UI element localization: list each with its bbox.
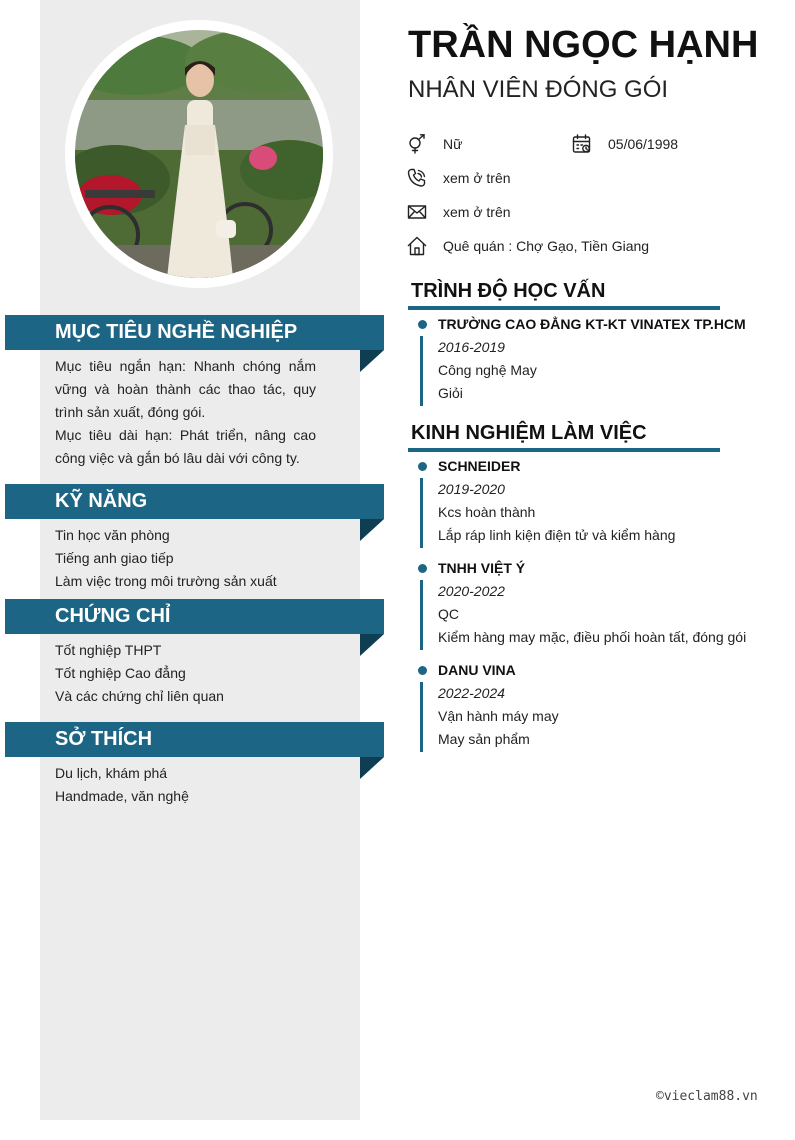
dob-value: 05/06/1998 [608,136,679,152]
experience-period: 2020-2022 [438,583,505,599]
skills-list [55,524,316,593]
section-divider [408,306,720,310]
list-item: Tin học văn phòng [55,527,170,543]
timeline-bar [420,682,423,752]
education-rank: Giỏi [438,385,463,401]
section-certificates-heading: CHỨNG CHỈ [5,599,384,634]
timeline-dot [418,320,427,329]
avatar-photo [75,30,323,278]
section-skills-heading: KỸ NĂNG [5,484,384,519]
ribbon-fold [360,350,384,372]
ribbon-fold [360,519,384,541]
gender-value: Nữ [443,136,463,152]
gender-icon [407,134,427,154]
home-icon [407,236,427,256]
experience-role: Vận hành máy may [438,708,559,724]
experience-role: Kcs hoàn thành [438,504,536,520]
avatar-frame [65,20,333,288]
objective-text [55,355,316,470]
timeline-bar [420,336,423,406]
objective-long-term: Mục tiêu dài hạn: Phát triển, nâng cao công việc và gắn bó lâu dài với công ty. [55,427,316,466]
list-item: Du lịch, khám phá [55,765,168,781]
experience-company: SCHNEIDER [438,458,521,474]
mail-icon [407,202,427,222]
email-value: xem ở trên [443,204,511,220]
list-item: Và các chứng chỉ liên quan [55,688,224,704]
list-item: Làm việc trong môi trường sản xuất [55,573,277,589]
timeline-dot [418,564,427,573]
ribbon-fold [360,634,384,656]
watermark: ©vieclam88.vn [656,1089,758,1104]
education-period: 2016-2019 [438,339,505,355]
section-hobbies-heading: SỞ THÍCH [5,722,384,757]
calendar-icon [572,134,592,154]
timeline-dot [418,462,427,471]
section-divider [408,448,720,452]
experience-description: Kiểm hàng may mặc, điều phối hoàn tất, đóng gói [438,629,747,645]
experience-description: Lắp ráp linh kiện điện tử và kiểm hàng [438,527,676,543]
experience-description: May sản phẩm [438,731,530,747]
experience-company: TNHH VIỆT Ý [438,560,526,576]
timeline-dot [418,666,427,675]
objective-short-term: Mục tiêu ngắn hạn: Nhanh chóng nắm vững và hoàn thành các thao tác, quy trình sản xuất, đóng gói. [55,358,316,420]
experience-period: 2022-2024 [438,685,505,701]
experience-period: 2019-2020 [438,481,505,497]
list-item: Handmade, văn nghệ [55,788,189,804]
section-experience-heading: KINH NGHIỆM LÀM VIỆC [411,422,647,444]
list-item: Tốt nghiệp THPT [55,642,162,658]
education-school: TRƯỜNG CAO ĐẲNG KT-KT VINATEX TP.HCM [438,316,746,332]
list-item: Tốt nghiệp Cao đẳng [55,665,186,681]
section-education-heading: TRÌNH ĐỘ HỌC VẤN [411,280,606,302]
certificates-list [55,639,316,708]
hometown-value: Quê quán : Chợ Gạo, Tiền Giang [443,238,650,254]
timeline-bar [420,478,423,548]
ribbon-fold [360,757,384,779]
phone-value: xem ở trên [443,170,511,186]
hobbies-list [55,762,316,808]
avatar [75,30,323,278]
experience-company: DANU VINA [438,662,516,678]
job-title: NHÂN VIÊN ĐÓNG GÓI [408,76,669,103]
candidate-name: TRẦN NGỌC HẠNH [408,24,759,66]
list-item: Tiếng anh giao tiếp [55,550,174,566]
experience-role: QC [438,606,459,622]
timeline-bar [420,580,423,650]
education-major: Công nghệ May [438,362,537,378]
phone-icon [407,168,427,188]
section-objective-heading: MỤC TIÊU NGHỀ NGHIỆP [5,315,384,350]
